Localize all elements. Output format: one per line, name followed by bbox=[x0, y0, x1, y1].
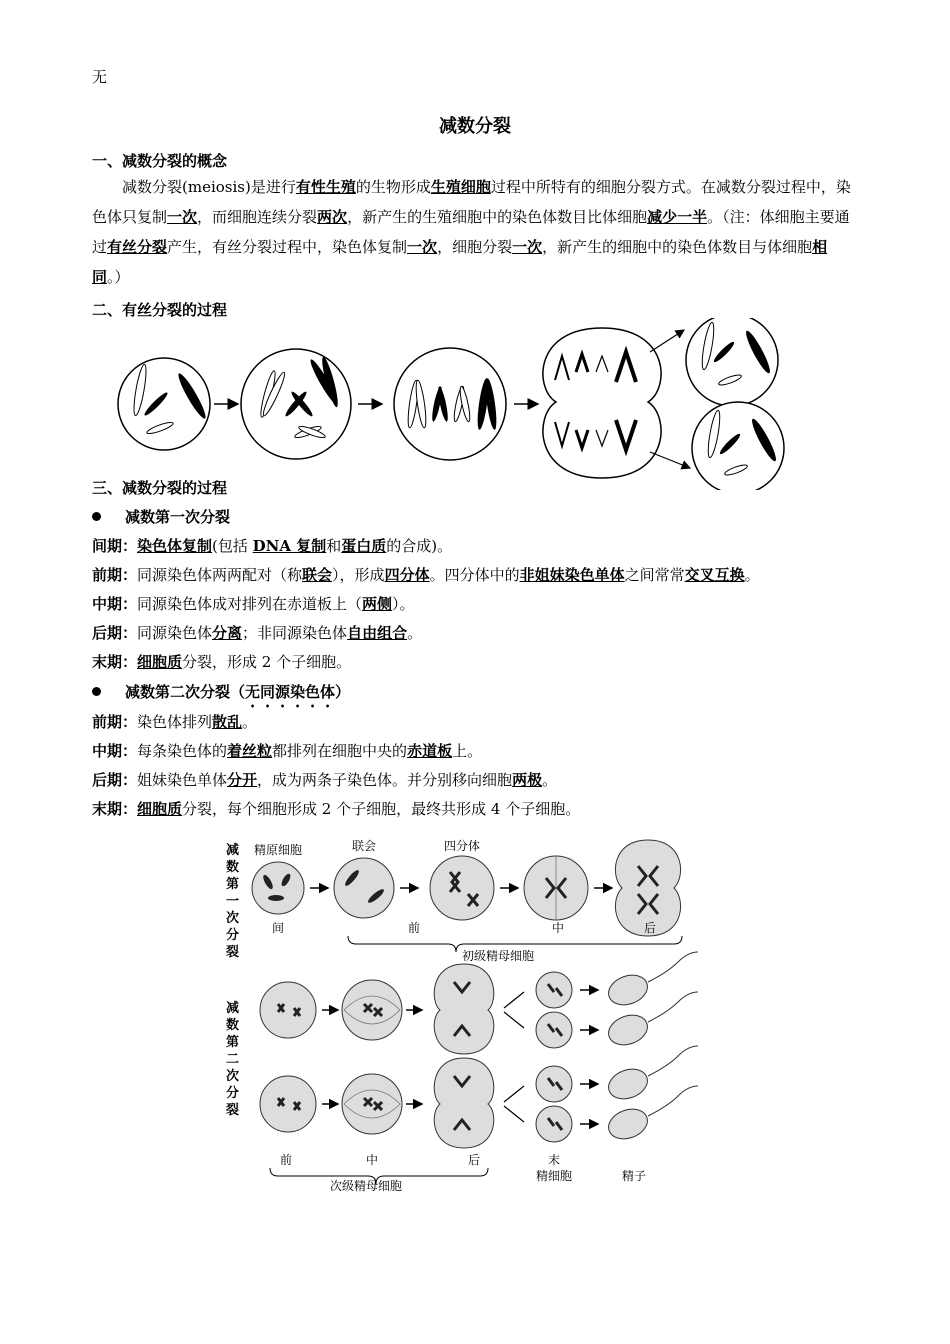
section-1-heading: 一、减数分裂的概念 bbox=[92, 152, 228, 170]
stage-line bbox=[92, 651, 892, 672]
label-prophase-1: 前 bbox=[408, 921, 421, 935]
text-run: 的生物形成 bbox=[355, 178, 431, 196]
header-text: 无 bbox=[92, 68, 108, 86]
label-primary-spermatocyte: 初级精母细胞 bbox=[462, 949, 535, 963]
text-run: ）。 bbox=[392, 595, 415, 613]
side-label-1: 减数第一次分裂 bbox=[226, 843, 240, 960]
stage-line bbox=[92, 593, 892, 614]
stage-label: 间期： bbox=[92, 537, 138, 555]
keyword: 一次 bbox=[167, 208, 198, 226]
stage-label: 后期： bbox=[92, 624, 138, 642]
keyword: DNA 复制 bbox=[252, 537, 327, 555]
keyword: 生殖细胞 bbox=[430, 178, 491, 196]
text-run: 。） bbox=[107, 268, 130, 286]
keyword: 有性生殖 bbox=[295, 178, 356, 196]
section-3-heading: 三、减数分裂的过程 bbox=[92, 479, 228, 497]
keyword: 细胞质 bbox=[137, 800, 183, 818]
stage-label: 前期： bbox=[92, 713, 138, 731]
stage-line bbox=[92, 535, 892, 556]
keyword: 交叉互换 bbox=[684, 566, 745, 584]
stage-label: 中期： bbox=[92, 742, 138, 760]
keyword: 联会 bbox=[302, 566, 333, 584]
label-sperm: 精子 bbox=[622, 1169, 647, 1183]
text-run: 过程中所特有的细胞分裂方式。在减数分裂过程中，染色体只复制 bbox=[92, 178, 851, 226]
text-run: 同源染色体 bbox=[137, 624, 213, 642]
text-run: (包括 bbox=[212, 537, 253, 555]
section-1-paragraph bbox=[92, 172, 862, 292]
text-run: 减数分裂(meiosis)是进行 bbox=[92, 178, 296, 196]
side-label-2: 减数第二次分裂 bbox=[226, 1001, 240, 1118]
text-run: ，成为两条子染色体。并分别移向细胞 bbox=[257, 771, 513, 789]
stage-line bbox=[92, 798, 892, 819]
text-run: 分裂，形成 2 个子细胞。 bbox=[182, 653, 352, 671]
bullet-dot bbox=[92, 512, 101, 521]
text-run: 分裂，每个细胞形成 2 个子细胞，最终共形成 4 个子细胞。 bbox=[182, 800, 581, 818]
stage-label: 前期： bbox=[92, 566, 138, 584]
text-run: ），形成 bbox=[332, 566, 385, 584]
label-interphase: 间 bbox=[272, 921, 285, 935]
text-run: 染色体排列 bbox=[137, 713, 213, 731]
mitosis-diagram bbox=[110, 318, 800, 490]
label-tetrad: 四分体 bbox=[444, 839, 481, 853]
text-run: 。 bbox=[407, 624, 423, 642]
label-prophase-2: 前 bbox=[280, 1153, 293, 1167]
text-run: 。（注：体细胞主要通过 bbox=[92, 208, 850, 256]
stage-line bbox=[92, 740, 892, 761]
stage-line bbox=[92, 622, 892, 643]
page-title: 减数分裂 bbox=[439, 116, 511, 137]
text-run: ，细胞分裂 bbox=[437, 238, 513, 256]
text-run: 同源染色体两两配对（称 bbox=[137, 566, 303, 584]
text-run: ，新产生的细胞中的染色体数目与体细胞 bbox=[542, 238, 813, 256]
text-run: 。 bbox=[542, 771, 558, 789]
stage-label: 末期： bbox=[92, 653, 138, 671]
stage-line bbox=[92, 564, 892, 585]
keyword: 赤道板 bbox=[407, 742, 453, 760]
keyword: 一次 bbox=[512, 238, 543, 256]
keyword: 蛋白质 bbox=[341, 537, 387, 555]
label-telophase: 末 bbox=[548, 1153, 561, 1167]
keyword: 减少一半 bbox=[647, 208, 708, 226]
keyword: 染色体复制 bbox=[137, 537, 213, 555]
keyword: 分离 bbox=[212, 624, 243, 642]
keyword: 有丝分裂 bbox=[107, 238, 168, 256]
keyword: 自由组合 bbox=[347, 624, 408, 642]
bullet-meiosis-1: 减数第一次分裂 bbox=[92, 506, 230, 527]
label-anaphase-2: 后 bbox=[468, 1153, 481, 1167]
keyword: 四分体 bbox=[384, 566, 430, 584]
text-run: 。 bbox=[744, 566, 760, 584]
label-secondary-spermatocyte: 次级精母细胞 bbox=[330, 1179, 403, 1192]
text-run: 之间常常 bbox=[624, 566, 685, 584]
text-run: 。四分体中的 bbox=[429, 566, 520, 584]
label-synapsis: 联会 bbox=[352, 839, 377, 853]
text-run: 。 bbox=[242, 713, 258, 731]
text-run: 同源染色体成对排列在赤道板上（ bbox=[137, 595, 363, 613]
stage-label: 中期： bbox=[92, 595, 138, 613]
label-metaphase-1: 中 bbox=[552, 921, 565, 935]
keyword: 分开 bbox=[227, 771, 258, 789]
text-run: ；非同源染色体 bbox=[242, 624, 348, 642]
keyword: 相同 bbox=[92, 238, 828, 286]
section-2-heading: 二、有丝分裂的过程 bbox=[92, 301, 228, 319]
text-run: 和 bbox=[326, 537, 342, 555]
text-run: 的合成)。 bbox=[386, 537, 453, 555]
keyword: 非姐妹染色单体 bbox=[519, 566, 625, 584]
stage-label: 末期： bbox=[92, 800, 138, 818]
label-metaphase-2: 中 bbox=[366, 1153, 379, 1167]
bullet-meiosis-2: 减数第二次分裂（无同源染色体） bbox=[92, 681, 350, 711]
stage-line bbox=[92, 711, 892, 732]
keyword: 两侧 bbox=[362, 595, 393, 613]
keyword: 着丝粒 bbox=[227, 742, 273, 760]
text-run: ，新产生的生殖细胞中的染色体数目比体细胞 bbox=[347, 208, 648, 226]
text-run: 姐妹染色单体 bbox=[137, 771, 228, 789]
keyword: 两次 bbox=[317, 208, 348, 226]
meiosis-figure bbox=[218, 832, 703, 1192]
keyword: 散乱 bbox=[212, 713, 243, 731]
text-run: 上。 bbox=[452, 742, 483, 760]
label-spermatid: 精细胞 bbox=[536, 1169, 573, 1183]
text-run: 每条染色体的 bbox=[137, 742, 228, 760]
text-run: ，而细胞连续分裂 bbox=[197, 208, 318, 226]
bullet-dot bbox=[92, 687, 101, 696]
label-anaphase-1: 后 bbox=[644, 921, 657, 935]
text-run: 都排列在细胞中央的 bbox=[272, 742, 408, 760]
stage-label: 后期： bbox=[92, 771, 138, 789]
label-spermatogonium: 精原细胞 bbox=[254, 843, 303, 857]
keyword: 两极 bbox=[512, 771, 543, 789]
text-run: 产生，有丝分裂过程中，染色体复制 bbox=[167, 238, 408, 256]
stage-line bbox=[92, 769, 892, 790]
keyword: 细胞质 bbox=[137, 653, 183, 671]
keyword: 一次 bbox=[407, 238, 438, 256]
